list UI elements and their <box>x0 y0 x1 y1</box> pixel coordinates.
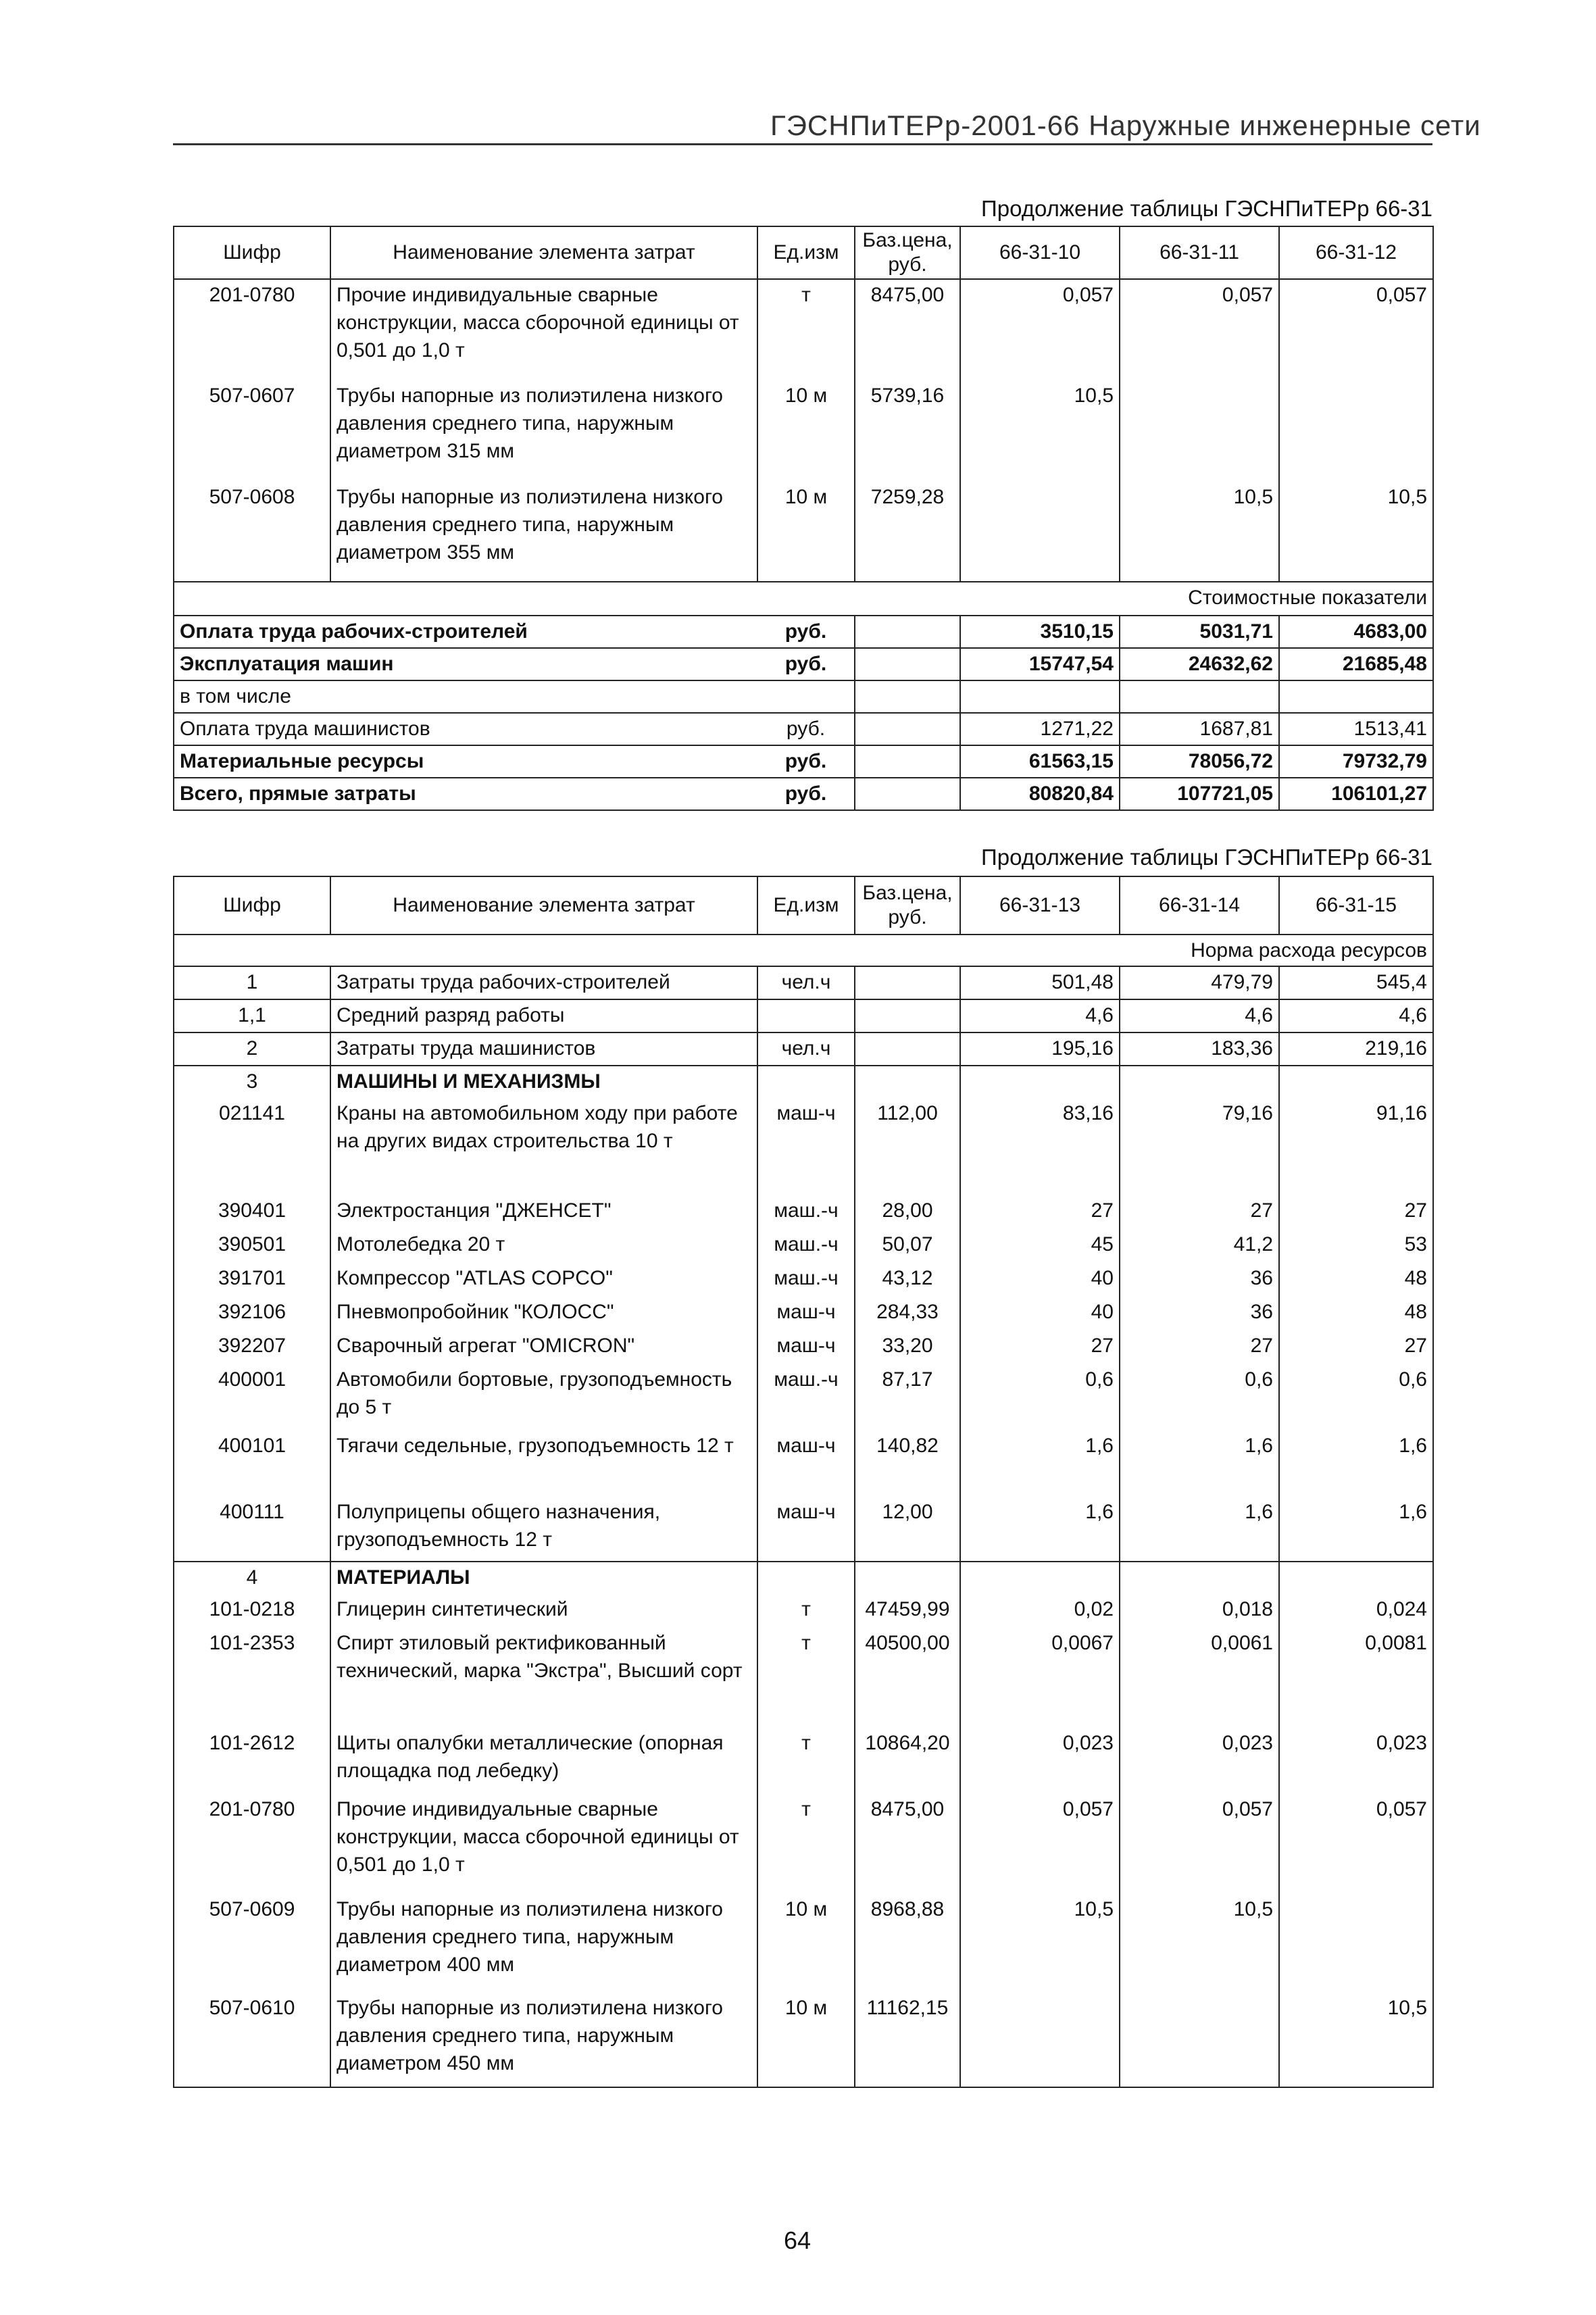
summary-value-1: 3510,15 <box>960 616 1120 648</box>
summary-price <box>855 713 960 745</box>
table-row <box>174 1229 1433 1263</box>
summary-value-2: 5031,71 <box>1120 616 1279 648</box>
table-row <box>174 482 1433 582</box>
table-row <box>174 1098 1433 1195</box>
cell-price: 33,20 <box>855 1330 960 1364</box>
cell-code: 507-0607 <box>174 380 330 482</box>
cell-value-2: 183,36 <box>1120 1032 1279 1066</box>
cell-price: 40500,00 <box>855 1628 960 1728</box>
cell-unit: 10 м <box>757 1993 855 2087</box>
band-label: Стоимостные показатели <box>174 582 1433 616</box>
cell-code: 507-0609 <box>174 1894 330 1993</box>
summary-value-2: 107721,05 <box>1120 778 1279 810</box>
cell-value-3: 27 <box>1279 1330 1433 1364</box>
summary-label: Материальные ресурсы <box>174 745 757 778</box>
cell-value-2: 0,057 <box>1120 1794 1279 1894</box>
cell-value-3 <box>1279 1894 1433 1993</box>
cell-price <box>855 966 960 999</box>
cell-unit: маш-ч <box>757 1297 855 1330</box>
cell-unit: т <box>757 1728 855 1794</box>
cell-value-2: 1,6 <box>1120 1430 1279 1497</box>
table-row <box>174 1330 1433 1364</box>
cell-price: 112,00 <box>855 1098 960 1195</box>
table-row <box>174 1497 1433 1562</box>
cell-code: 390401 <box>174 1195 330 1229</box>
cell-unit: чел.ч <box>757 966 855 999</box>
table-row <box>174 999 1433 1032</box>
cell-code: 4 <box>174 1562 330 1594</box>
cell-unit: маш.-ч <box>757 1195 855 1229</box>
cell-name: Трубы напорные из полиэтилена низкого давления среднего типа, наружным диаметром 315 мм <box>330 380 757 482</box>
cell-value-3: 545,4 <box>1279 966 1433 999</box>
col-header-unit: Ед.изм <box>757 876 855 935</box>
cell-price: 5739,16 <box>855 380 960 482</box>
col-header-name: Наименование элемента затрат <box>330 226 757 279</box>
cell-value-3: 48 <box>1279 1263 1433 1297</box>
cell-value-2: 0,018 <box>1120 1594 1279 1628</box>
summary-price <box>855 680 960 713</box>
cell-value-2: 0,0061 <box>1120 1628 1279 1728</box>
cell-unit: чел.ч <box>757 1032 855 1066</box>
cell-value-2: 0,6 <box>1120 1364 1279 1430</box>
cell-value-2 <box>1120 1993 1279 2087</box>
col-header-code: Шифр <box>174 226 330 279</box>
summary-value-1: 15747,54 <box>960 648 1120 680</box>
cell-value-2: 36 <box>1120 1263 1279 1297</box>
table-row <box>174 1364 1433 1430</box>
table2 <box>173 876 1434 2088</box>
cell-value-1: 501,48 <box>960 966 1120 999</box>
band-label: Норма расхода ресурсов <box>174 935 1433 966</box>
cell-value-3: 1,6 <box>1279 1497 1433 1562</box>
summary-price <box>855 648 960 680</box>
summary-row <box>174 616 1433 648</box>
cell-value-3: 91,16 <box>1279 1098 1433 1195</box>
summary-value-2: 1687,81 <box>1120 713 1279 745</box>
cell-price: 8968,88 <box>855 1894 960 1993</box>
cell-value-1 <box>960 482 1120 582</box>
cell-name: Сварочный агрегат "OMICRON" <box>330 1330 757 1364</box>
cell-unit: маш-ч <box>757 1430 855 1497</box>
cell-value-1 <box>960 1993 1120 2087</box>
cell-value-3 <box>1279 380 1433 482</box>
running-header-title: ГЭСНПиТЕРр-2001-66 Наружные инженерные сети <box>770 109 1481 141</box>
cell-code: 1,1 <box>174 999 330 1032</box>
table-row <box>174 380 1433 482</box>
table-row <box>174 279 1433 380</box>
table-row <box>174 1594 1433 1628</box>
cell-value-2: 0,023 <box>1120 1728 1279 1794</box>
cell-name: Трубы напорные из полиэтилена низкого давления среднего типа, наружным диаметром 400 мм <box>330 1894 757 1993</box>
cell-code: 392106 <box>174 1297 330 1330</box>
cell-value-1: 40 <box>960 1263 1120 1297</box>
cell-name: Прочие индивидуальные сварные конструкции, масса сборочной единицы от 0,501 до 1,0 т <box>330 279 757 380</box>
cell-code: 201-0780 <box>174 1794 330 1894</box>
table-row <box>174 1430 1433 1497</box>
cell-name: Краны на автомобильном ходу при работе на других видах строительства 10 т <box>330 1098 757 1195</box>
cell-value-2 <box>1120 1066 1279 1098</box>
cell-price: 47459,99 <box>855 1594 960 1628</box>
cell-name: Электростанция "ДЖЕНСЕТ" <box>330 1195 757 1229</box>
cell-value-2: 479,79 <box>1120 966 1279 999</box>
cell-price: 8475,00 <box>855 279 960 380</box>
col-header-norm-2: 66-31-11 <box>1120 226 1279 279</box>
cell-price: 140,82 <box>855 1430 960 1497</box>
summary-unit: руб. <box>757 745 855 778</box>
summary-value-3: 106101,27 <box>1279 778 1433 810</box>
cell-value-3: 0,024 <box>1279 1594 1433 1628</box>
cell-unit: 10 м <box>757 482 855 582</box>
cell-value-3: 4,6 <box>1279 999 1433 1032</box>
cell-unit <box>757 999 855 1032</box>
cell-unit: 10 м <box>757 1894 855 1993</box>
summary-value-2: 78056,72 <box>1120 745 1279 778</box>
cell-price: 12,00 <box>855 1497 960 1562</box>
cell-unit: маш-ч <box>757 1330 855 1364</box>
cell-value-2: 27 <box>1120 1330 1279 1364</box>
cell-unit: т <box>757 1794 855 1894</box>
summary-row <box>174 778 1433 810</box>
summary-value-3: 21685,48 <box>1279 648 1433 680</box>
cell-code: 1 <box>174 966 330 999</box>
cell-name: Тягачи седельные, грузоподъемность 12 т <box>330 1430 757 1497</box>
cell-value-2: 10,5 <box>1120 1894 1279 1993</box>
table2-header-row <box>174 876 1433 935</box>
table-row <box>174 1728 1433 1794</box>
cell-code: 507-0610 <box>174 1993 330 2087</box>
cell-price: 10864,20 <box>855 1728 960 1794</box>
cell-value-2: 0,057 <box>1120 279 1279 380</box>
cell-value-2: 41,2 <box>1120 1229 1279 1263</box>
cell-value-3: 48 <box>1279 1297 1433 1330</box>
cell-name: Глицерин синтетический <box>330 1594 757 1628</box>
cell-value-1: 1,6 <box>960 1430 1120 1497</box>
cell-unit: маш.-ч <box>757 1364 855 1430</box>
cell-value-3: 0,0081 <box>1279 1628 1433 1728</box>
summary-label: Всего, прямые затраты <box>174 778 757 810</box>
cell-value-3: 10,5 <box>1279 1993 1433 2087</box>
cell-unit: маш.-ч <box>757 1263 855 1297</box>
cell-unit: маш.-ч <box>757 1229 855 1263</box>
cell-code: 391701 <box>174 1263 330 1297</box>
cell-name: Щиты опалубки металлические (опорная площадка под лебедку) <box>330 1728 757 1794</box>
cell-value-3: 0,6 <box>1279 1364 1433 1430</box>
summary-value-2 <box>1120 680 1279 713</box>
section-heading-machines: МАШИНЫ И МЕХАНИЗМЫ <box>330 1066 757 1098</box>
cell-unit: 10 м <box>757 380 855 482</box>
cell-value-3 <box>1279 1066 1433 1098</box>
cell-code: 2 <box>174 1032 330 1066</box>
summary-value-1: 1271,22 <box>960 713 1120 745</box>
cell-price: 28,00 <box>855 1195 960 1229</box>
table-row <box>174 1297 1433 1330</box>
cell-code: 507-0608 <box>174 482 330 582</box>
summary-unit: руб. <box>757 648 855 680</box>
cell-name: Пневмопробойник "КОЛОСС" <box>330 1297 757 1330</box>
cell-value-1: 4,6 <box>960 999 1120 1032</box>
table-row <box>174 1993 1433 2087</box>
cell-unit: т <box>757 1628 855 1728</box>
cell-code: 400001 <box>174 1364 330 1430</box>
cell-code: 3 <box>174 1066 330 1098</box>
cell-name: Мотолебедка 20 т <box>330 1229 757 1263</box>
summary-value-1 <box>960 680 1120 713</box>
cell-value-1: 195,16 <box>960 1032 1120 1066</box>
col-header-norm-1: 66-31-10 <box>960 226 1120 279</box>
cell-price: 43,12 <box>855 1263 960 1297</box>
cell-code: 101-2612 <box>174 1728 330 1794</box>
cell-name: Затраты труда машинистов <box>330 1032 757 1066</box>
summary-row <box>174 680 1433 713</box>
cell-value-3: 0,023 <box>1279 1728 1433 1794</box>
cell-value-2: 4,6 <box>1120 999 1279 1032</box>
table2-band-row <box>174 935 1433 966</box>
cell-price <box>855 1066 960 1098</box>
cell-value-2 <box>1120 380 1279 482</box>
summary-label: Оплата труда рабочих-строителей <box>174 616 757 648</box>
summary-unit: руб. <box>757 616 855 648</box>
cell-value-1: 45 <box>960 1229 1120 1263</box>
cell-name: Спирт этиловый ректификованный технический, марка "Экстра", Высший сорт <box>330 1628 757 1728</box>
table-row <box>174 1628 1433 1728</box>
table-row <box>174 1894 1433 1993</box>
cell-value-1: 0,023 <box>960 1728 1120 1794</box>
col-header-norm-3: 66-31-12 <box>1279 226 1433 279</box>
summary-label: Оплата труда машинистов <box>174 713 757 745</box>
cell-price: 284,33 <box>855 1297 960 1330</box>
cell-price <box>855 1032 960 1066</box>
table-row <box>174 1794 1433 1894</box>
cell-price <box>855 999 960 1032</box>
cell-value-3: 1,6 <box>1279 1430 1433 1497</box>
summary-value-3: 4683,00 <box>1279 616 1433 648</box>
cell-value-2: 79,16 <box>1120 1098 1279 1195</box>
col-header-code: Шифр <box>174 876 330 935</box>
cell-price: 7259,28 <box>855 482 960 582</box>
cell-value-3 <box>1279 1562 1433 1594</box>
cell-value-1: 0,0067 <box>960 1628 1120 1728</box>
table-row <box>174 1195 1433 1229</box>
cell-value-2: 36 <box>1120 1297 1279 1330</box>
summary-label: Эксплуатация машин <box>174 648 757 680</box>
summary-value-2: 24632,62 <box>1120 648 1279 680</box>
cell-name: Прочие индивидуальные сварные конструкции, масса сборочной единицы от 0,501 до 1,0 т <box>330 1794 757 1894</box>
cell-code: 392207 <box>174 1330 330 1364</box>
cell-value-3: 219,16 <box>1279 1032 1433 1066</box>
cell-value-1: 10,5 <box>960 380 1120 482</box>
cell-unit: маш-ч <box>757 1098 855 1195</box>
cell-price: 8475,00 <box>855 1794 960 1894</box>
cell-value-1: 10,5 <box>960 1894 1120 1993</box>
summary-row <box>174 745 1433 778</box>
cell-unit: т <box>757 1594 855 1628</box>
summary-price <box>855 745 960 778</box>
col-header-price: Баз.цена, руб. <box>855 226 960 279</box>
summary-row <box>174 648 1433 680</box>
cell-price: 87,17 <box>855 1364 960 1430</box>
cell-code: 021141 <box>174 1098 330 1195</box>
cell-value-1: 0,057 <box>960 279 1120 380</box>
cell-name: Трубы напорные из полиэтилена низкого давления среднего типа, наружным диаметром 355 мм <box>330 482 757 582</box>
page-number: 64 <box>783 2226 812 2254</box>
col-header-name: Наименование элемента затрат <box>330 876 757 935</box>
cell-price: 11162,15 <box>855 1993 960 2087</box>
cell-value-3: 53 <box>1279 1229 1433 1263</box>
cell-unit: т <box>757 279 855 380</box>
summary-unit: руб. <box>757 713 855 745</box>
cell-name: Автомобили бортовые, грузоподъемность до 5 т <box>330 1364 757 1430</box>
cell-value-1: 27 <box>960 1330 1120 1364</box>
cell-value-3: 10,5 <box>1279 482 1433 582</box>
cell-code: 201-0780 <box>174 279 330 380</box>
col-header-price: Баз.цена, руб. <box>855 876 960 935</box>
table1 <box>173 226 1434 811</box>
summary-label: в том числе <box>174 680 757 713</box>
cell-value-3: 0,057 <box>1279 1794 1433 1894</box>
cell-unit: маш-ч <box>757 1497 855 1562</box>
cell-value-1: 83,16 <box>960 1098 1120 1195</box>
cell-value-2: 27 <box>1120 1195 1279 1229</box>
table-row <box>174 1032 1433 1066</box>
cell-code: 101-2353 <box>174 1628 330 1728</box>
table-row <box>174 966 1433 999</box>
cell-code: 390501 <box>174 1229 330 1263</box>
cell-value-1: 0,057 <box>960 1794 1120 1894</box>
cell-value-2 <box>1120 1562 1279 1594</box>
cell-value-2: 10,5 <box>1120 482 1279 582</box>
summary-unit: руб. <box>757 778 855 810</box>
summary-value-3: 1513,41 <box>1279 713 1433 745</box>
summary-row <box>174 713 1433 745</box>
header-rule <box>173 143 1432 145</box>
summary-price <box>855 616 960 648</box>
cell-price: 50,07 <box>855 1229 960 1263</box>
cell-code: 101-0218 <box>174 1594 330 1628</box>
cell-code: 400101 <box>174 1430 330 1497</box>
cell-price <box>855 1562 960 1594</box>
cell-unit <box>757 1562 855 1594</box>
cell-value-2: 1,6 <box>1120 1497 1279 1562</box>
table1-band-row <box>174 582 1433 616</box>
table-row <box>174 1066 1433 1098</box>
table1-caption: Продолжение таблицы ГЭСНПиТЕРр 66-31 <box>981 196 1432 221</box>
cell-name: Затраты труда рабочих-строителей <box>330 966 757 999</box>
cell-value-1: 1,6 <box>960 1497 1120 1562</box>
cell-value-3: 0,057 <box>1279 279 1433 380</box>
cell-name: Трубы напорные из полиэтилена низкого давления среднего типа, наружным диаметром 450 мм <box>330 1993 757 2087</box>
table2-caption: Продолжение таблицы ГЭСНПиТЕРр 66-31 <box>981 845 1432 870</box>
summary-value-3: 79732,79 <box>1279 745 1433 778</box>
cell-unit <box>757 1066 855 1098</box>
table1-header-row <box>174 226 1433 279</box>
cell-name: Полуприцепы общего назначения, грузоподъемность 12 т <box>330 1497 757 1562</box>
col-header-norm-1: 66-31-13 <box>960 876 1120 935</box>
cell-value-1: 0,02 <box>960 1594 1120 1628</box>
cell-value-1 <box>960 1562 1120 1594</box>
col-header-unit: Ед.изм <box>757 226 855 279</box>
cell-value-1 <box>960 1066 1120 1098</box>
cell-name: Компрессор "ATLAS COPCO" <box>330 1263 757 1297</box>
summary-value-1: 80820,84 <box>960 778 1120 810</box>
col-header-norm-3: 66-31-15 <box>1279 876 1433 935</box>
summary-price <box>855 778 960 810</box>
cell-value-1: 40 <box>960 1297 1120 1330</box>
col-header-norm-2: 66-31-14 <box>1120 876 1279 935</box>
cell-code: 400111 <box>174 1497 330 1562</box>
table-row <box>174 1263 1433 1297</box>
table-row <box>174 1562 1433 1594</box>
cell-value-1: 0,6 <box>960 1364 1120 1430</box>
cell-value-1: 27 <box>960 1195 1120 1229</box>
cell-name: Средний разряд работы <box>330 999 757 1032</box>
cell-value-3: 27 <box>1279 1195 1433 1229</box>
summary-value-3 <box>1279 680 1433 713</box>
section-heading-materials: МАТЕРИАЛЫ <box>330 1562 757 1594</box>
summary-value-1: 61563,15 <box>960 745 1120 778</box>
summary-unit <box>757 680 855 713</box>
